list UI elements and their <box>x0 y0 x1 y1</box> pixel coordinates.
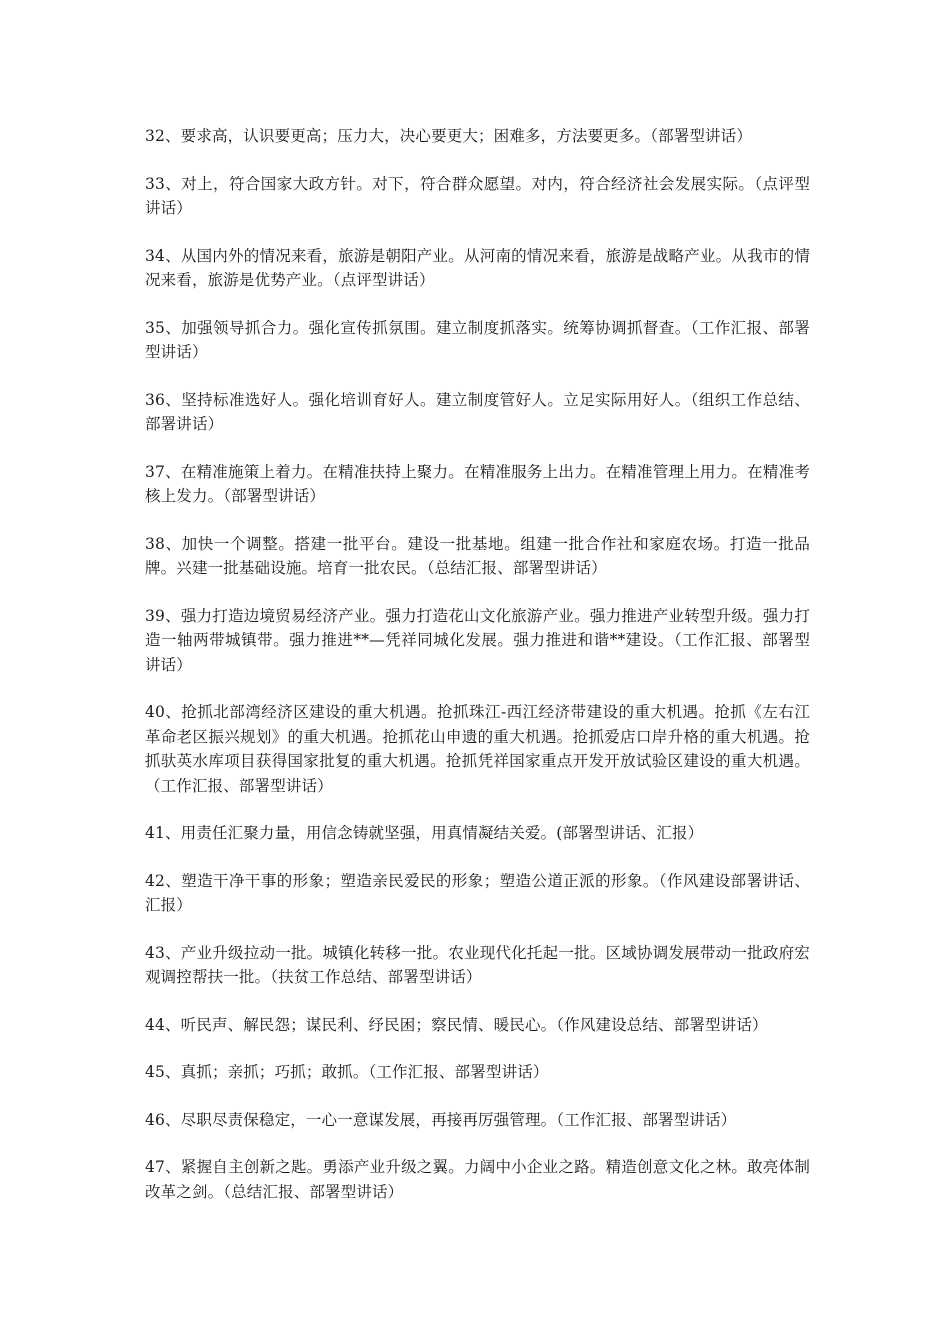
paragraph-45: 45、真抓；亲抓；巧抓；敢抓。（工作汇报、部署型讲话） <box>145 1063 549 1081</box>
document-body <box>145 124 810 1227</box>
paragraph-35: 35、加强领导抓合力。强化宣传抓氛围。建立制度抓落实。统筹协调抓督查。（工作汇报、部署型讲话） <box>145 318 810 361</box>
paragraph-36: 36、坚持标准选好人。强化培训育好人。建立制度管好人。立足实际用好人。（组织工作总结、部署讲话） <box>145 390 810 433</box>
paragraph-37: 37、在精准施策上着力。在精准扶持上聚力。在精准服务上出力。在精准管理上用力。在精准考核上发力。（部署型讲话） <box>145 462 810 505</box>
paragraph-38: 38、加快一个调整。搭建一批平台。建设一批基地。组建一批合作社和家庭农场。打造一批品牌。兴建一批基础设施。培育一批农民。（总结汇报、部署型讲话） <box>145 534 810 577</box>
paragraph-44: 44、听民声、解民怨；谋民利、纾民困；察民情、暖民心。（作风建设总结、部署型讲话） <box>145 1015 768 1034</box>
paragraph-46: 46、尽职尽责保稳定，一心一意谋发展，再接再厉强管理。（工作汇报、部署型讲话） <box>145 1110 737 1129</box>
paragraph-40: 40、抢抓北部湾经济区建设的重大机遇。抢抓珠江-西江经济带建设的重大机遇。抢抓《左右江革命老区振兴规划》的重大机遇。抢抓花山申遗的重大机遇。抢抓爱店口岸升格的重大机遇。抢抓驮英水库项目获得国家批复的重大机遇。抢抓凭祥国家重点开发开放试验区建设的重大机遇。（工作汇报、部署型讲话） <box>145 703 810 795</box>
paragraph-47: 47、紧握自主创新之匙。勇添产业升级之翼。力阔中小企业之路。精造创意文化之林。敢亮体制改革之剑。（总结汇报、部署型讲话） <box>145 1158 810 1201</box>
paragraph-34: 34、从国内外的情况来看，旅游是朝阳产业。从河南的情况来看，旅游是战略产业。从我市的情况来看，旅游是优势产业。（点评型讲话） <box>145 246 810 289</box>
paragraph-32: 32、要求高，认识要更高；压力大，决心要更大；困难多，方法要更多。（部署型讲话） <box>145 127 752 145</box>
paragraph-43: 43、产业升级拉动一批。城镇化转移一批。农业现代化托起一批。区域协调发展带动一批政府宏观调控帮扶一批。（扶贫工作总结、部署型讲话） <box>145 943 810 986</box>
paragraph-33: 33、对上，符合国家大政方针。对下，符合群众愿望。对内，符合经济社会发展实际。（点评型讲话） <box>145 174 810 217</box>
paragraph-39: 39、强力打造边境贸易经济产业。强力打造花山文化旅游产业。强力推进产业转型升级。强力打造一轴两带城镇带。强力推进**—凭祥同城化发展。强力推进和谐**建设。（工作汇报、部署型讲话） <box>145 606 810 674</box>
paragraph-42: 42、塑造干净干事的形象；塑造亲民爱民的形象；塑造公道正派的形象。（作风建设部署讲话、汇报） <box>145 871 810 914</box>
paragraph-41: 41、用责任汇聚力量，用信念铸就坚强，用真情凝结关爱。(部署型讲话、汇报） <box>145 824 704 842</box>
